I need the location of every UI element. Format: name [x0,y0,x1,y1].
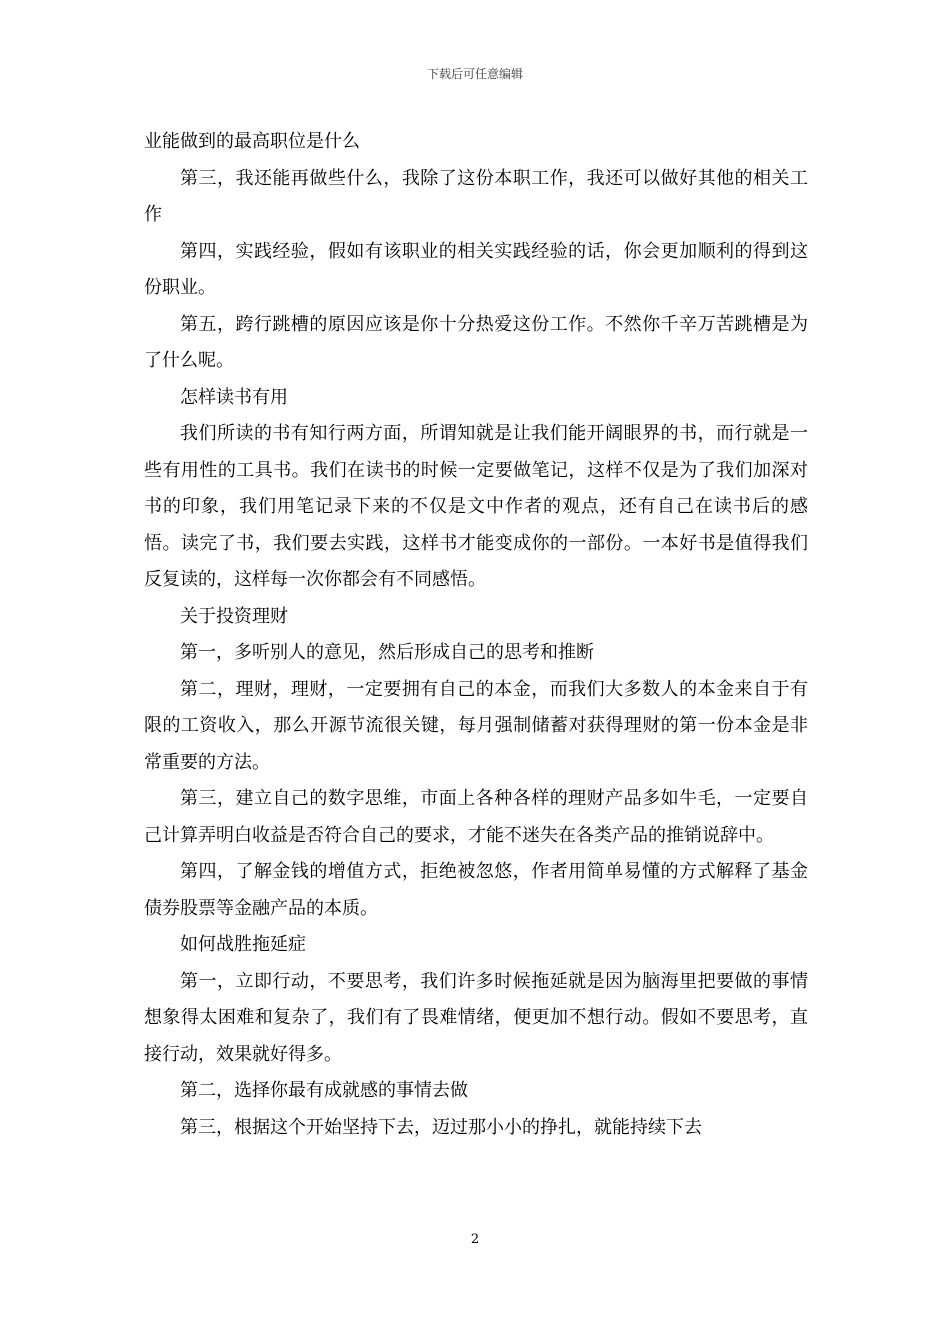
paragraph: 第四，实践经验，假如有该职业的相关实践经验的话，你会更加顺利的得到这份职业。 [144,240,808,298]
paragraph: 第五，跨行跳槽的原因应该是你十分热爱这份工作。不然你千辛万苦跳槽是为了什么呢。 [144,313,808,371]
page-number: 2 [470,1232,480,1247]
section-heading: 怎样读书有用 [180,386,288,408]
paragraph: 第一，立即行动，不要思考，我们许多时候拖延就是因为脑海里把要做的事情想象得太困难和复杂了，我们有了畏难情绪，便更加不想行动。假如不要思考，直接行动，效果就好得多。 [144,970,808,1065]
paragraph: 第三，我还能再做些什么，我除了这份本职工作，我还可以做好其他的相关工作 [144,167,808,225]
paragraph: 第二，选择你最有成就感的事情去做 [180,1080,468,1101]
section-heading: 如何战胜拖延症 [180,934,306,955]
paragraph: 业能做到的最高职位是什么 [144,131,360,152]
document-body [144,124,808,1146]
section-heading: 关于投资理财 [180,605,288,627]
paragraph: 第一，多听别人的意见，然后形成自己的思考和推断 [180,642,594,663]
paragraph: 第四，了解金钱的增值方式，拒绝被忽悠，作者用简单易懂的方式解释了基金债券股票等金融产品的本质。 [144,861,808,919]
page-header: 下载后可任意编辑 [426,67,523,81]
paragraph: 我们所读的书有知行两方面，所谓知就是让我们能开阔眼界的书，而行就是一些有用性的工具书。我们在读书的时候一定要做笔记，这样不仅是为了我们加深对书的印象，我们用笔记录下来的不仅是文中作者的观点，还有自己在读书后的感悟。读完了书，我们要去实践，这样书才能变成你的一部份。一本好书是值得我们反复读的，这样每一次你都会有不同感悟。 [144,423,808,590]
paragraph: 第三，根据这个开始坚持下去，迈过那小小的挣扎，就能持续下去 [180,1116,702,1138]
paragraph: 第三，建立自己的数字思维，市面上各种各样的理财产品多如牛毛，一定要自己计算弄明白收益是否符合自己的要求，才能不迷失在各类产品的推销说辞中。 [144,788,808,846]
paragraph: 第二，理财，理财，一定要拥有自己的本金，而我们大多数人的本金来自于有限的工资收入，那么开源节流很关键，每月强制储蓄对获得理财的第一份本金是非常重要的方法。 [144,678,808,773]
